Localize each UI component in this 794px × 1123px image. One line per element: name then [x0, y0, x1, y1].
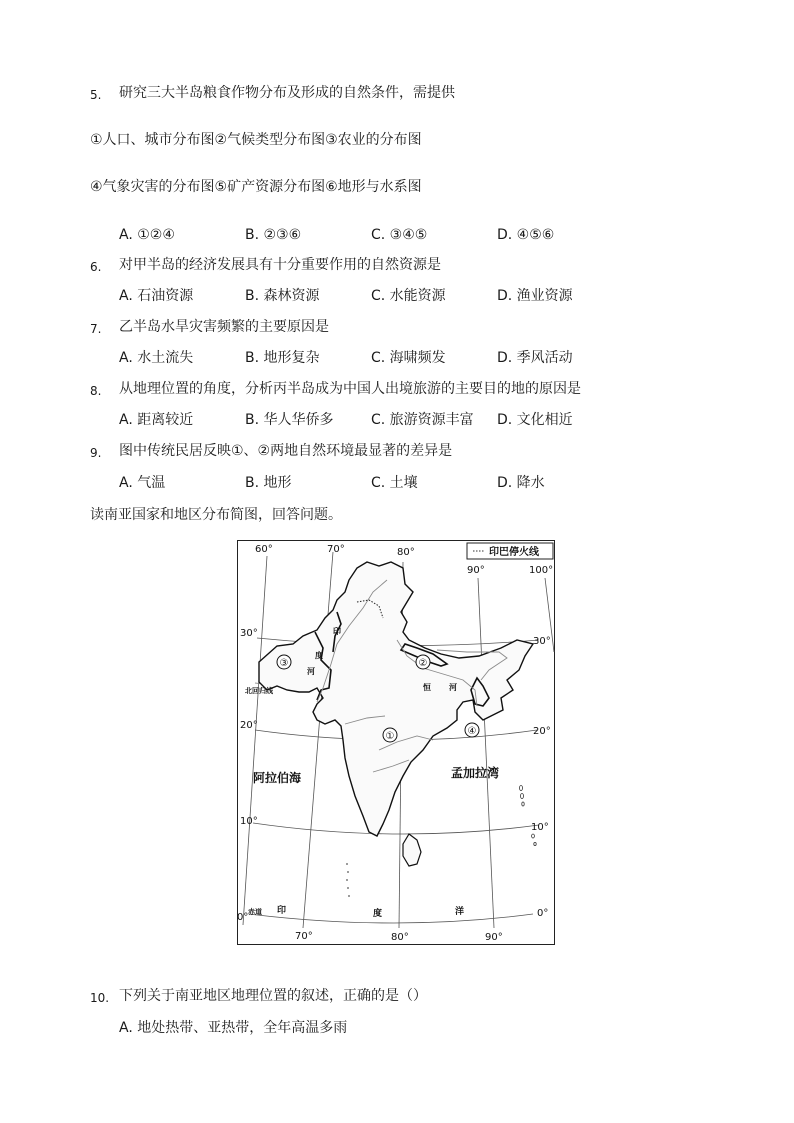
lat-label-0: 0° [237, 912, 249, 923]
lon-label-70: 70° [327, 544, 345, 555]
maldives-island [346, 863, 348, 865]
q10-stem: 下列关于南亚地区地理位置的叙述，正确的是（） [119, 988, 427, 1004]
q7-number: 7. [90, 322, 102, 336]
marker-3-label: ③ [279, 658, 289, 669]
q7-stem: 乙半岛水旱灾害频繁的主要原因是 [119, 319, 329, 335]
q5-choices-line1: ①人口、城市分布图②气候类型分布图③农业的分布图 [90, 132, 422, 148]
q7-option-c[interactable]: C. 海啸频发 [371, 350, 446, 366]
q8-option-b[interactable]: B. 华人华侨多 [245, 412, 334, 428]
indian-ocean-label-1: 印 [277, 906, 287, 916]
q9-option-a[interactable]: A. 气温 [119, 475, 166, 491]
lat-label-0-right: 0° [537, 908, 549, 919]
q6-option-c[interactable]: C. 水能资源 [371, 288, 446, 304]
ganges-label-1: 恒 [423, 683, 431, 692]
q5-option-d[interactable]: D. ④⑤⑥ [497, 227, 555, 243]
q6-stem: 对甲半岛的经济发展具有十分重要作用的自然资源是 [119, 257, 441, 273]
lon-label-80: 80° [397, 547, 415, 558]
q9-stem: 图中传统民居反映①、②两地自然环境最显著的差异是 [119, 443, 453, 459]
q6-number: 6. [90, 260, 102, 274]
q5-option-b[interactable]: B. ②③⑥ [245, 227, 302, 243]
lat-label-10: 10° [240, 816, 258, 827]
q9-number: 9. [90, 446, 102, 460]
q10-number: 10. [90, 991, 110, 1005]
q9-option-d[interactable]: D. 降水 [497, 475, 545, 491]
lon-label-80-bottom: 80° [391, 932, 409, 943]
q7-option-a[interactable]: A. 水土流失 [119, 350, 194, 366]
q5-stem: 研究三大半岛粮食作物分布及形成的自然条件，需提供 [119, 85, 455, 101]
q5-choices-line2: ④气象灾害的分布图⑤矿产资源分布图⑥地形与水系图 [90, 179, 422, 195]
q8-stem: 从地理位置的角度，分析丙半岛成为中国人出境旅游的主要目的地的原因是 [119, 381, 581, 397]
lat-label-20-right: 20° [533, 726, 551, 737]
lon-label-90-bottom: 90° [485, 932, 503, 943]
q8-option-a[interactable]: A. 距离较近 [119, 412, 194, 428]
q8-option-c[interactable]: C. 旅游资源丰富 [371, 412, 474, 428]
tropic-label: 北回归线 [245, 687, 273, 695]
indus-label-3: 河 [307, 667, 315, 676]
maldives-island [346, 879, 348, 881]
lat-label-10-right: 10° [531, 822, 549, 833]
q9-option-c[interactable]: C. 土壤 [371, 475, 418, 491]
q7-option-d[interactable]: D. 季风活动 [497, 350, 573, 366]
lat-label-30: 30° [240, 628, 258, 639]
indus-label-2: 度 [315, 651, 323, 660]
q8-option-d[interactable]: D. 文化相近 [497, 412, 573, 428]
indian-ocean-label-2: 度 [373, 909, 383, 919]
equator-label: 赤道 [248, 908, 262, 916]
q8-number: 8. [90, 384, 102, 398]
bay-of-bengal-label: 孟加拉湾 [451, 766, 500, 780]
q5-option-c[interactable]: C. ③④⑤ [371, 227, 428, 243]
q5-option-a[interactable]: A. ①②④ [119, 227, 175, 243]
indian-ocean-label-3: 洋 [455, 907, 465, 917]
q5-number: 5. [90, 88, 102, 102]
maldives-island [347, 871, 349, 873]
marker-2-label: ② [418, 658, 428, 669]
q10-option-a[interactable]: A. 地处热带、亚热带，全年高温多雨 [119, 1020, 348, 1036]
lon-label-60: 60° [255, 544, 273, 555]
marker-1-label: ① [385, 731, 395, 742]
maldives-island [348, 895, 350, 897]
q6-option-d[interactable]: D. 渔业资源 [497, 288, 573, 304]
arabian-sea-label: 阿拉伯海 [253, 771, 302, 785]
lon-label-90: 90° [467, 565, 485, 576]
q6-option-a[interactable]: A. 石油资源 [119, 288, 194, 304]
maldives-island [347, 887, 349, 889]
lat-label-30-right: 30° [533, 636, 551, 647]
map-intro: 读南亚国家和地区分布简图，回答问题。 [90, 507, 342, 523]
lon-label-100: 100° [529, 565, 554, 576]
q7-option-b[interactable]: B. 地形复杂 [245, 350, 320, 366]
indus-label-1: 印 [333, 627, 341, 636]
lat-label-20: 20° [240, 720, 258, 731]
legend-label: 印巴停火线 [489, 547, 539, 558]
marker-4-label: ④ [467, 726, 477, 737]
south-asia-map [237, 540, 555, 945]
lon-label-70-bottom: 70° [295, 931, 313, 942]
q6-option-b[interactable]: B. 森林资源 [245, 288, 320, 304]
ganges-label-2: 河 [449, 683, 457, 692]
q9-option-b[interactable]: B. 地形 [245, 475, 292, 491]
